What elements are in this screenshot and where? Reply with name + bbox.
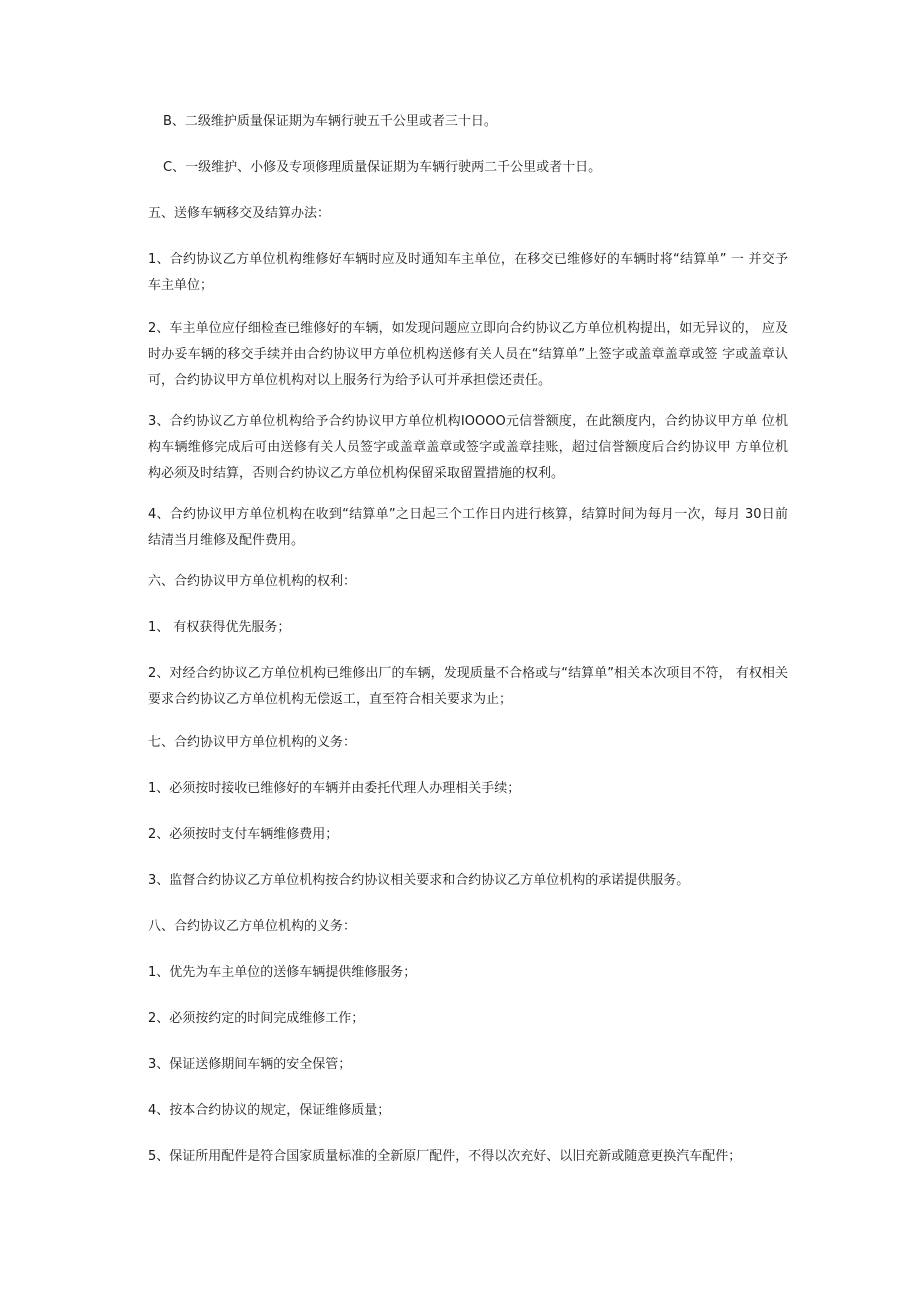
paragraph-7-1: 1、必须按时接收已维修好的车辆并由委托代理人办理相关手续； [148,781,521,796]
paragraph-7-3: 3、监督合约协议乙方单位机构按合约协议相关要求和合约协议乙方单位机构的承诺提供服务。 [148,873,690,888]
paragraph-6-2: 2、对经合约协议乙方单位机构已维修出厂的车辆，发现质量不合格或与“结算单”相关本次项目不符， 有权相关要求合约协议乙方单位机构无偿返工，直至符合相关要求为止； [148,666,788,707]
paragraph-5-2: 2、车主单位应仔细检查已维修好的车辆，如发现问题应立即向合约协议乙方单位机构提出，如无异议的， 应及时办妥车辆的移交手续并由合约协议甲方单位机构送修有关人员在“结算单”上签字或盖章盖章或签 字或盖章认可，合约协议甲方单位机构对以上服务行为给予认可并承担偿还责任。 [148,321,788,388]
paragraph-5-3: 3、合约协议乙方单位机构给予合约协议甲方单位机构IOOOO元信誉额度，在此额度内，合约协议甲方单 位机构车辆维修完成后可由送修有关人员签字或盖章盖章或签字或盖章挂账，超过信誉额度后合约协议甲 方单位机构必须及时结算，否则合约协议乙方单位机构保留采取留置措施的权利。 [148,414,788,481]
paragraph-8-4: 4、按本合约协议的规定，保证维修质量； [148,1103,391,1118]
paragraph-7-2: 2、必须按时支付车辆维修费用； [148,827,339,842]
paragraph-b-second-level-maintenance: B、二级维护质量保证期为车辆行驶五千公里或者三十日。 [163,114,497,129]
section-heading-five: 五、送修车辆移交及结算办法： [148,206,331,221]
paragraph-6-1: 1、 有权获得优先服务； [148,620,291,635]
paragraph-8-2: 2、必须按约定的时间完成维修工作； [148,1011,365,1026]
section-heading-eight: 八、合约协议乙方单位机构的义务： [148,919,357,934]
paragraph-5-1: 1、合约协议乙方单位机构维修好车辆时应及时通知车主单位，在移交已维修好的车辆时将“结算单” 一 并交予车主单位； [148,252,788,293]
paragraph-8-3: 3、保证送修期间车辆的安全保管； [148,1057,352,1072]
section-heading-six: 六、合约协议甲方单位机构的权利： [148,574,357,589]
paragraph-8-5: 5、保证所用配件是符合国家质量标准的全新原厂配件，不得以次充好、以旧充新或随意更换汽车配件； [148,1149,742,1164]
section-heading-seven: 七、合约协议甲方单位机构的义务： [148,735,357,750]
paragraph-8-1: 1、优先为车主单位的送修车辆提供维修服务； [148,965,417,980]
paragraph-5-4: 4、合约协议甲方单位机构在收到“结算单”之日起三个工作日内进行核算，结算时间为每月一次，每月 30日前结清当月维修及配件费用。 [148,507,788,548]
paragraph-c-first-level-maintenance: C、一级维护、小修及专项修理质量保证期为车辆行驶两二千公里或者十日。 [163,160,602,175]
